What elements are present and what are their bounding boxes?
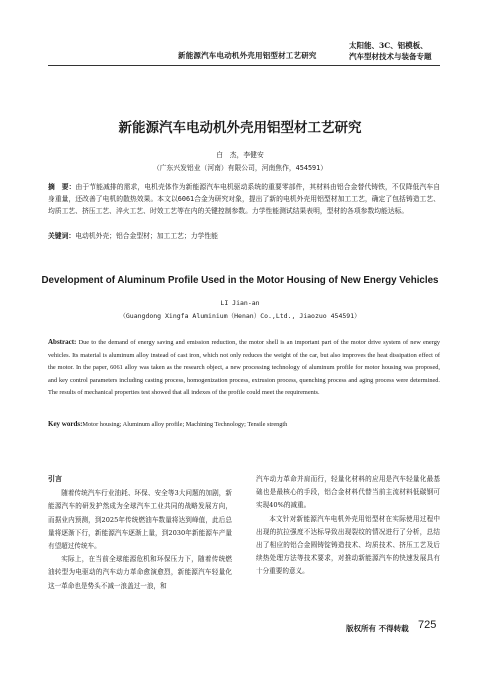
running-header-topic-line2: 汽车型材技术与装备专题: [349, 52, 432, 61]
section-heading: 引言: [48, 475, 62, 483]
abstract-en-label: Abstract:: [48, 338, 77, 346]
paper-title-en: Development of Aluminum Profile Used in the Motor Housing of New Energy Vehicles: [41, 275, 439, 286]
body-paragraph: 实际上，在当前全球能源危机和环保压力下，随着传统燃油转型为电驱动的汽车动力革命愈演愈烈，新能源汽车轻量化这一革命也是势头不减一浪盖过一浪，和: [48, 555, 232, 590]
body-paragraph: 随着传统汽车行业油耗、环保、安全等3大问题的加剧，新能源汽车的研发护然成为全球汽车工业共同的战略发展方向，而据业内预测，到2025年传统燃油车数量将达到峰值，此后总量将逐渐下行，新能源汽车逐渐上量，到2030年新能源车产量有望超过传统车。: [48, 489, 232, 551]
abstract-en: [48, 336, 440, 400]
header-rule: [48, 65, 440, 66]
abstract-cn-label: 摘 要：: [48, 183, 76, 191]
running-header-title: 新能源汽车电动机外壳用铝型材工艺研究: [178, 51, 317, 60]
body-paragraph: 汽车动力革命并肩而行，轻量化材料的应用是汽车轻量化最基础也是最核心的手段，铝合金材料代替当前主流材料低碳钢可实现40%的减重。: [256, 475, 440, 510]
copyright-notice: 版权所有 不得转载: [346, 624, 409, 633]
affiliation-cn: （广东兴发铝业（河南）有限公司，河南焦作，454591）: [152, 164, 328, 172]
keywords-en-text: Motor housing; Aluminum alloy profile; Machining Technology; Tensile strength: [82, 421, 288, 428]
affiliation-en: （Guangdong Xingfa Aluminium（Henan）Co.,Ltd., Jiaozuo 454591）: [119, 312, 361, 320]
keywords-cn: [48, 230, 440, 240]
body-column-left: [48, 473, 232, 593]
running-header-topic: [349, 40, 432, 62]
abstract-en-text: Due to the demand of energy saving and emission reduction, the motor shell is an important part of the motor drive system of new energy vehicles. Its material is aluminum alloy instead of cast iron, which not only reduces the weight of the car, but also improves the heat dissipation effect of the motor. In the paper, 6061 alloy was taken as the research object, a new processing technology of aluminum profile for motor housing was proposed, and key control parameters including casting process, homogenization process, extrusion process, quenching process and aging process were determined. The results of mechanical properties test showed that all indexes of the profile could meet the requirements.: [48, 339, 440, 397]
running-header-topic-line1: 太阳能、3C、铝模板、: [349, 41, 428, 50]
abstract-cn: [48, 181, 440, 217]
body-column-right: [256, 473, 440, 579]
keywords-cn-label: 关键词：: [48, 232, 76, 240]
keywords-en-label: Key words:: [48, 420, 83, 428]
authors-en: LI Jian-an: [220, 299, 260, 307]
keywords-en: [48, 420, 440, 428]
paper-title-cn: 新能源汽车电动机外壳用铝型材工艺研究: [118, 120, 362, 136]
page-number: 725: [418, 619, 437, 631]
keywords-cn-text: 电动机外壳；铝合金型材；加工工艺；力学性能: [75, 232, 218, 240]
body-paragraph: 本文针对新能源汽车电机外壳用铝型材在实际使用过程中出现的抗拉强度不达标导致出现裂纹的情况进行了分析，总结出了相应的铝合金圆铸锭铸造技术、均质技术、挤压工艺及后续热处理方法等技术要求，对推动新能源汽车的快速发展具有十分重要的意义。: [256, 514, 440, 576]
abstract-cn-text: 由于节能减排的需求，电机壳体作为新能源汽车电机驱动系统的重要零部件，其材料由铝合金替代铸铁，不仅降低汽车自身重量，还改善了电机的散热效果。本文以6061合金为研究对象，提出了新的电机外壳用铝型材加工工艺，确定了包括铸造工艺、均质工艺、挤压工艺、淬火工艺、时效工艺等在内的关键控制参数。力学性能测试结果表明，型材的各项参数均能达标。: [48, 183, 440, 215]
authors-cn: 白 杰，李健安: [216, 151, 264, 159]
